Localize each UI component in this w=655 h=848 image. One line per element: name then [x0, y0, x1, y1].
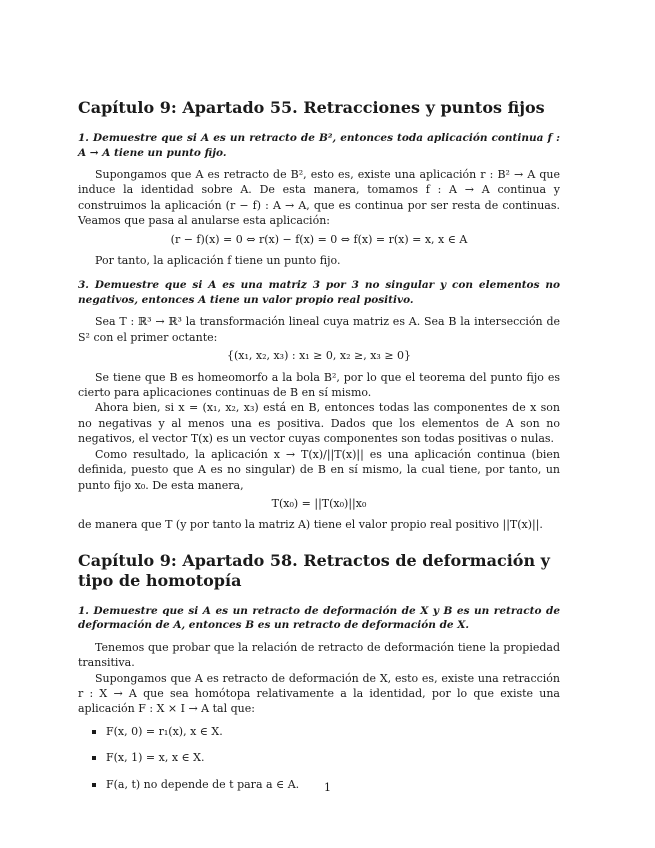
- proof-paragraph: Como resultado, la aplicación x → T(x)/||T(x)|| es una aplicación continua (bien definida, puesto que A es no singular) de B en sí mismo, la cual tiene, por tanto, un punto fijo x₀. De esta manera,: [78, 447, 560, 492]
- problem-statement-1: 1. Demuestre que si A es un retracto de B², entonces toda aplicación continua f : A → A tiene un punto fijo.: [78, 132, 560, 159]
- display-equation: {(x₁, x₂, x₃) : x₁ ≥ 0, x₂ ≥, x₃ ≥ 0}: [226, 349, 412, 363]
- proof-conclusion: Por tanto, la aplicación f tiene un punto fijo.: [95, 254, 341, 268]
- problem-statement-1: 1. Demuestre que si A es un retracto de deformación de X y B es un retracto de deformación de A, entonces B es un retracto de deformación de X.: [78, 604, 560, 632]
- proof-paragraph: Tenemos que probar que la relación de retracto de deformación tiene la propiedad transitiva.: [78, 640, 560, 670]
- display-equation: (r − f)(x) = 0 ⇔ r(x) − f(x) = 0 ⇔ f(x) = r(x) = x, x ∈ A: [170, 232, 468, 246]
- section-title-55: Capítulo 9: Apartado 55. Retracciones y puntos fijos: [78, 98, 545, 117]
- proof-paragraph: Sea T : ℝ³ → ℝ³ la transformación lineal cuya matriz es A. Sea B la intersección de S² con el primer octante:: [78, 315, 560, 344]
- page-content: [78, 98, 560, 803]
- proof-paragraph: Supongamos que A es retracto de B², esto es, existe una aplicación r : B² → A que induce la identidad sobre A. De esta manera, tomamos f : A → A continua y construimos la aplicación (r − f) : A → A, que es continua por ser resta de continuas. Veamos que pasa al anularse esta aplicación:: [78, 168, 560, 228]
- proof-paragraph: Ahora bien, si x = (x₁, x₂, x₃) está en B, entonces todas las componentes de x son no negativas y al menos una es positiva. Dados que los elementos de A son no negativos, el vector T(x) es un vector cuyas componentes son todas positivas o nulas.: [78, 401, 560, 446]
- proof-paragraph: Supongamos que A es retracto de deformación de X, esto es, existe una retracción r : X → A que sea homótopa relativamente a la identidad, por lo que existe una aplicación F : X × I → A tal que:: [78, 671, 560, 716]
- list-item: F(a, t) no depende de t para a ∈ A.: [106, 777, 560, 792]
- page-number: 1: [324, 781, 331, 794]
- list-item: F(x, 1) = x, x ∈ X.: [106, 750, 560, 765]
- display-equation: T(x₀) = ||T(x₀)||x₀: [271, 496, 367, 510]
- spacer: [78, 268, 560, 278]
- proof-conclusion: de manera que T (y por tanto la matriz A) tiene el valor propio real positivo ||T(x)||.: [78, 518, 543, 532]
- proof-paragraph: Se tiene que B es homeomorfo a la bola B², por lo que el teorema del punto fijo es cierto para aplicaciones continuas de B en sí mismo.: [78, 370, 560, 400]
- section-title-58: Capítulo 9: Apartado 58. Retractos de deformación y tipo de homotopía: [78, 550, 550, 590]
- problem-statement-3: 3. Demuestre que si A es una matriz 3 por 3 no singular y con elementos no negativos, entonces A tiene un valor propio real positivo.: [78, 279, 560, 306]
- list-item: F(x, 0) = r₁(x), x ∈ X.: [106, 724, 560, 739]
